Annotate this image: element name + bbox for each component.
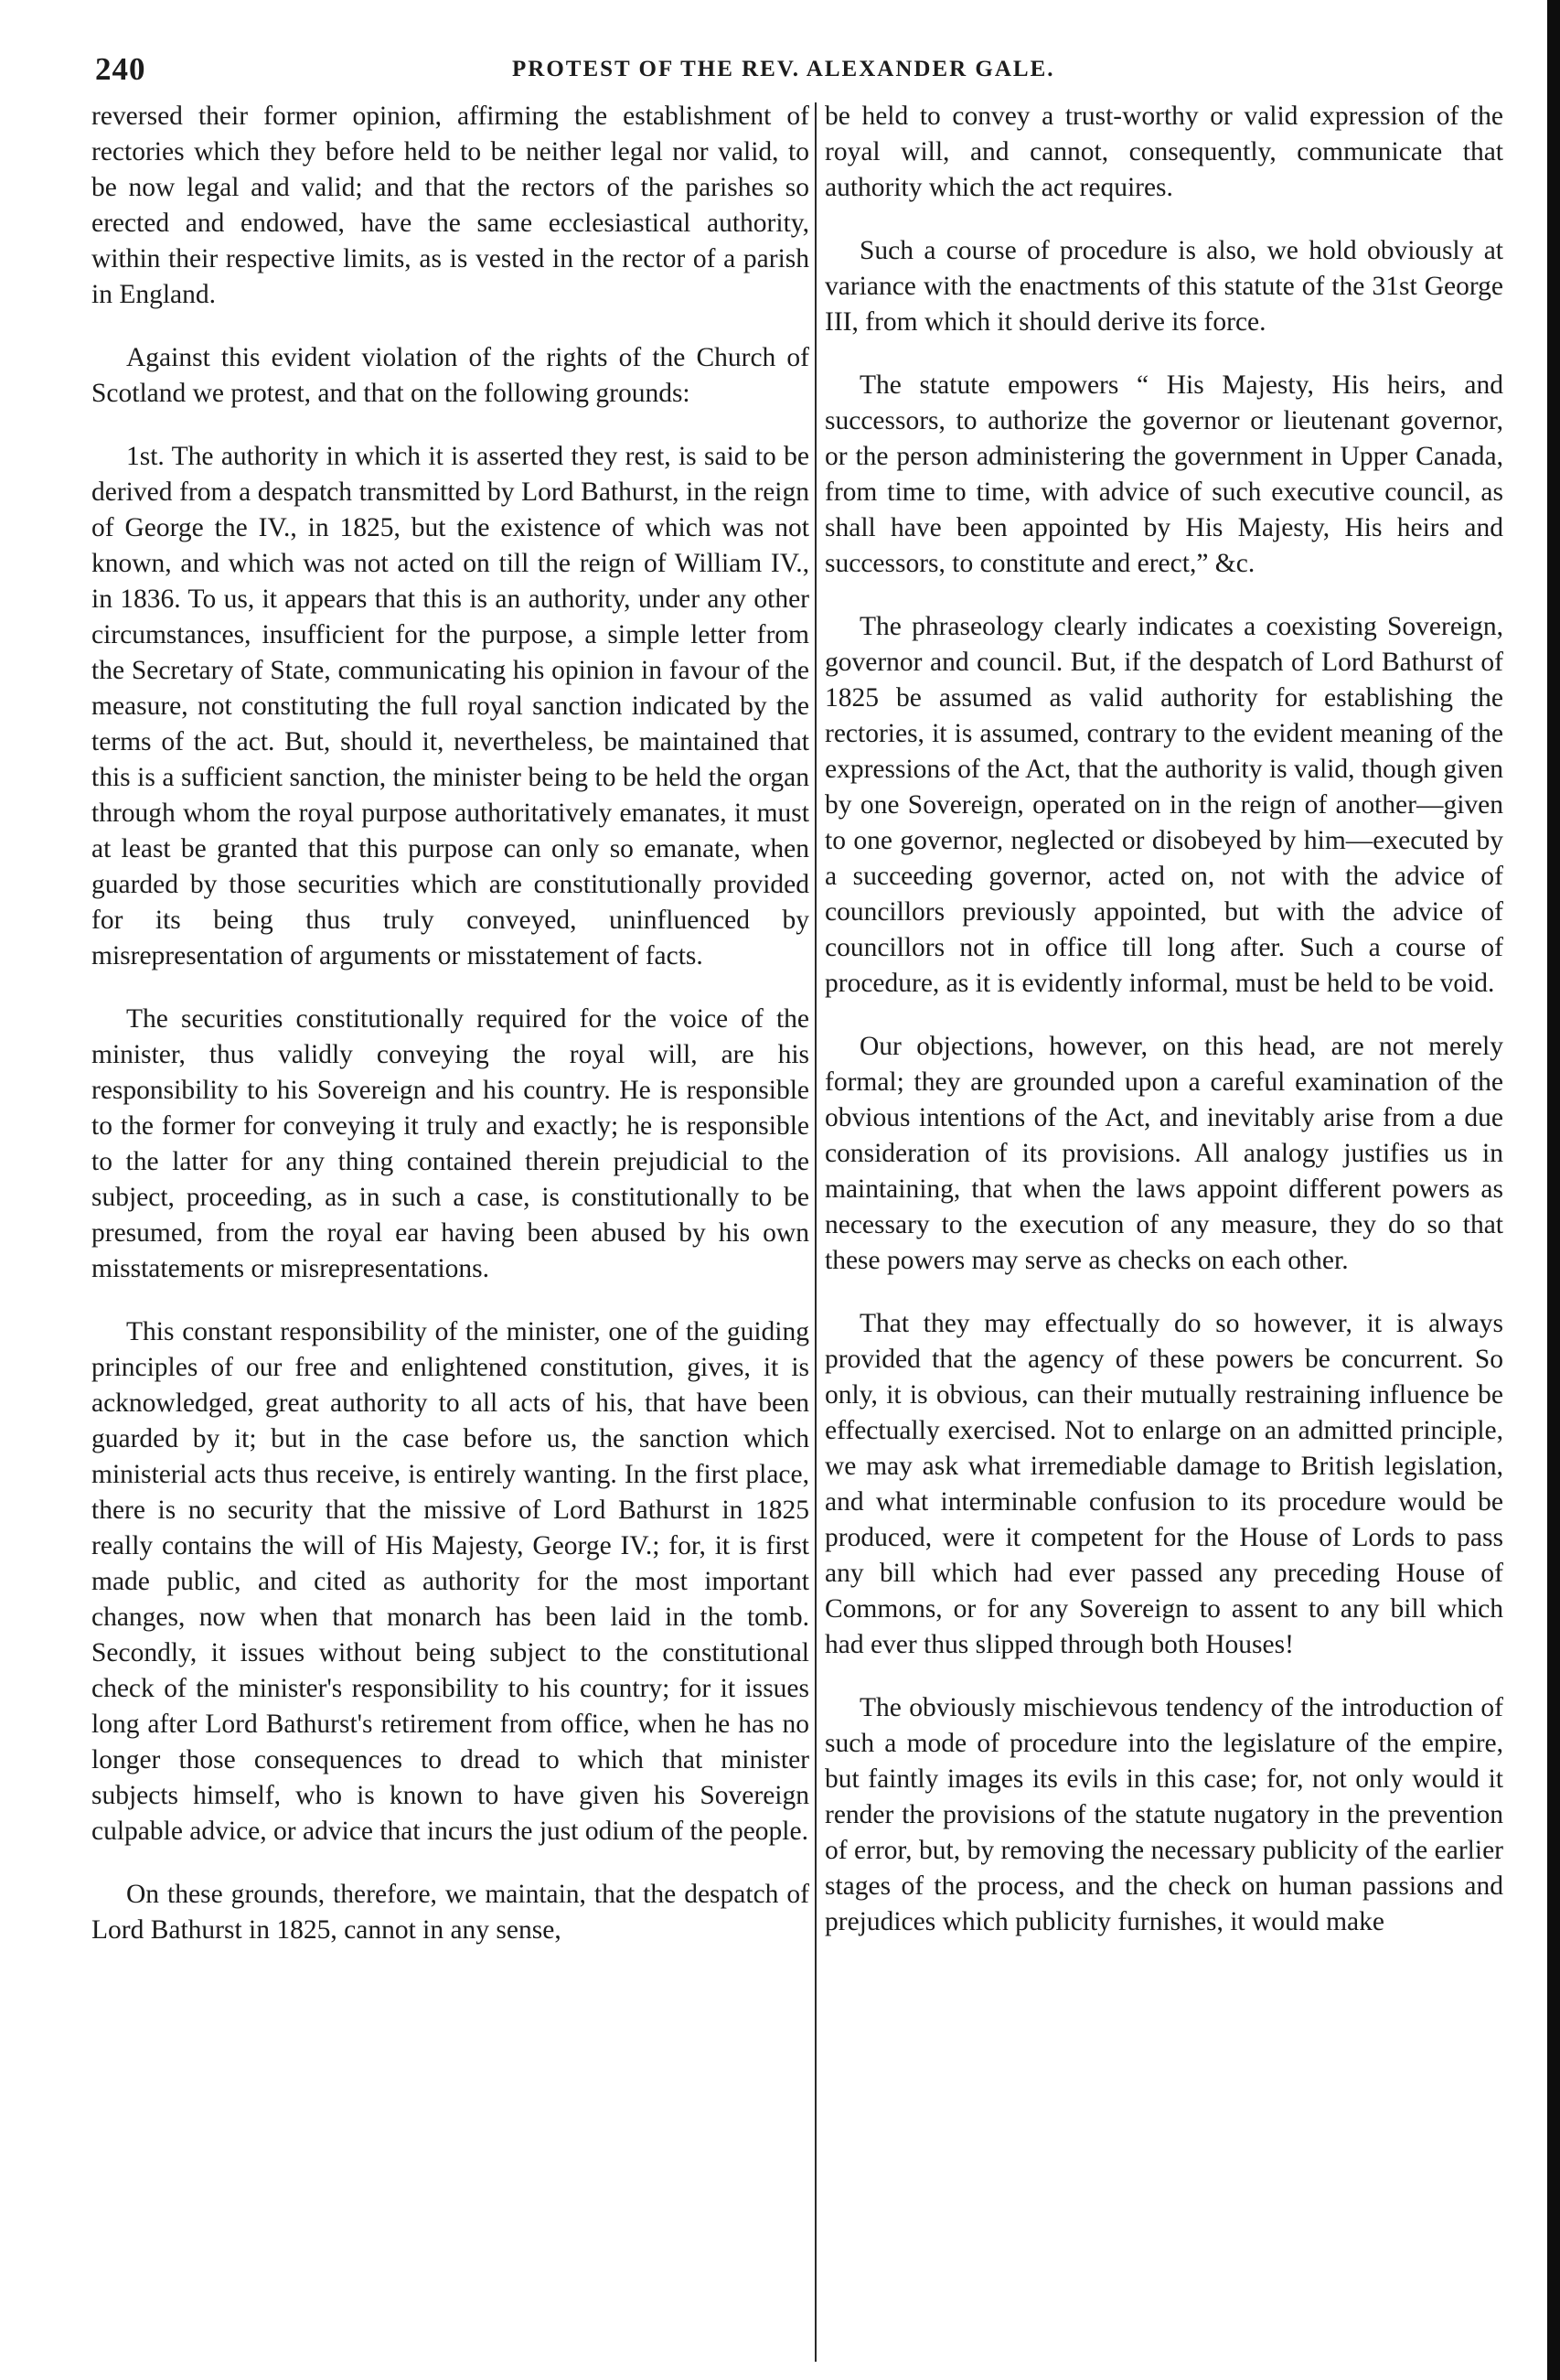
paragraph: be held to convey a trust-worthy or valid expression of the royal will, and cannot, consequently, communicate that authority which the act requires. — [825, 102, 1503, 202]
paragraph: Such a course of procedure is also, we hold obviously at variance with the enactments of this statute of the 31st George III, from which it should derive its force. — [825, 236, 1503, 337]
left-column — [91, 99, 809, 2363]
paragraph: The statute empowers “ His Majesty, His heirs, and successors, to authorize the governor or lieutenant governor, or the person administering the government in Upper Canada, from time to time, with advice of such executive council, as shall have been appointed by His Majesty, His heirs and successors, to constitute and erect,” &c. — [825, 370, 1503, 578]
right-column — [825, 99, 1503, 2363]
paragraph: The securities constitutionally required for the voice of the minister, thus validly conveying the royal will, are his responsibility to his Sovereign and his country. He is responsible to the former for conveying it truly and exactly; he is responsible to the latter for any thing contained therein prejudicial to the subject, proceeding, as in such a case, is constitutionally to be presumed, from the royal ear having been abused by his own misstatements or misrepresentations. — [91, 1004, 809, 1283]
page-edge-shadow — [1547, 0, 1560, 2380]
paragraph: 1st. The authority in which it is asserted they rest, is said to be derived from a despatch transmitted by Lord Bathurst, in the reign of George the IV., in 1825, but the existence of which was not known, and which was not acted on till the reign of William IV., in 1836. To us, it appears that this is an authority, under any other circumstances, insufficient for the purpose, a simple letter from the Secretary of State, communicating his opinion in favour of the measure, not constituting the full royal sanction indicated by the terms of the act. But, should it, nevertheless, be maintained that this is a sufficient sanction, the minister being to be held the organ through whom the royal purpose authoritatively emanates, it must at least be granted that this purpose can only so emanate, when guarded by those securities which are constitutionally provided for its being thus truly conveyed, uninfluenced by misrepresentation of arguments or misstatement of facts. — [91, 442, 809, 970]
paragraph: On these grounds, therefore, we maintain, that the despatch of Lord Bathurst in 1825, cannot in any sense, — [91, 1880, 809, 1945]
paragraph: That they may effectually do so however, it is always provided that the agency of these powers be concurrent. So only, it is obvious, can their mutually restraining influence be effectually exercised. Not to enlarge on an admitted principle, we may ask what irremediable damage to British legislation, and what interminable confusion to its procedure would be produced, were it competent for the House of Lords to pass any bill which had ever passed any preceding House of Commons, or for any Sovereign to assent to any bill which had ever thus slipped through both Houses! — [825, 1309, 1503, 1659]
paragraph: The obviously mischievous tendency of the introduction of such a mode of procedure into the legislature of the empire, but faintly images its evils in this case; for, not only would it render the provisions of the statute nugatory in the prevention of error, but, by removing the necessary publicity of the earlier stages of the process, and the check on human passions and prejudices which publicity furnishes, it would make — [825, 1693, 1503, 1936]
paragraph: The phraseology clearly indicates a coexisting Sovereign, governor and council. But, if the despatch of Lord Bathurst of 1825 be assumed as valid authority for establishing the rectories, it is assumed, contrary to the evident meaning of the expressions of the Act, that the authority is valid, though given by one Sovereign, operated on in the reign of another—given to one governor, neglected or disobeyed by him—executed by a succeeding governor, acted on, not with the advice of councillors previously appointed, but with the advice of councillors not in office till long after. Such a course of procedure, as it is evidently informal, must be held to be void. — [825, 612, 1503, 998]
paragraph: reversed their former opinion, affirming the establishment of rectories which they before held to be neither legal nor valid, to be now legal and valid; and that the rectors of the parishes so erected and endowed, have the same ecclesiastical authority, within their respective limits, as is vested in the rector of a parish in England. — [91, 102, 809, 309]
paragraph: This constant responsibility of the minister, one of the guiding principles of our free and enlightened constitution, gives, it is acknowledged, great authority to all acts of his, that have been guarded by it; but in the case before us, the sanction which ministerial acts thus receive, is entirely wanting. In the first place, there is no security that the missive of Lord Bathurst in 1825 really contains the will of His Majesty, George IV.; for, it is first made public, and cited as authority for the most important changes, now when that monarch has been laid in the tomb. Secondly, it issues without being subject to the constitutional check of the minister's responsibility to his country; for it issues long after Lord Bathurst's retirement from office, when he has no longer those consequences to dread to which that minister subjects himself, who is known to have given his Sovereign culpable advice, or advice that incurs the just odium of the people. — [91, 1317, 809, 1846]
paragraph: Against this evident violation of the rights of the Church of Scotland we protest, and that on the following grounds: — [91, 343, 809, 408]
paragraph: Our objections, however, on this head, are not merely formal; they are grounded upon a careful examination of the obvious intentions of the Act, and inevitably arise from a due consideration of its provisions. All analogy justifies us in maintaining, that when the laws appoint different powers as necessary to the execution of any measure, they do so that these powers may serve as checks on each other. — [825, 1032, 1503, 1275]
column-divider — [815, 102, 817, 2362]
running-head: PROTEST OF THE REV. ALEXANDER GALE. — [512, 57, 1055, 81]
page-number: 240 — [95, 51, 146, 87]
